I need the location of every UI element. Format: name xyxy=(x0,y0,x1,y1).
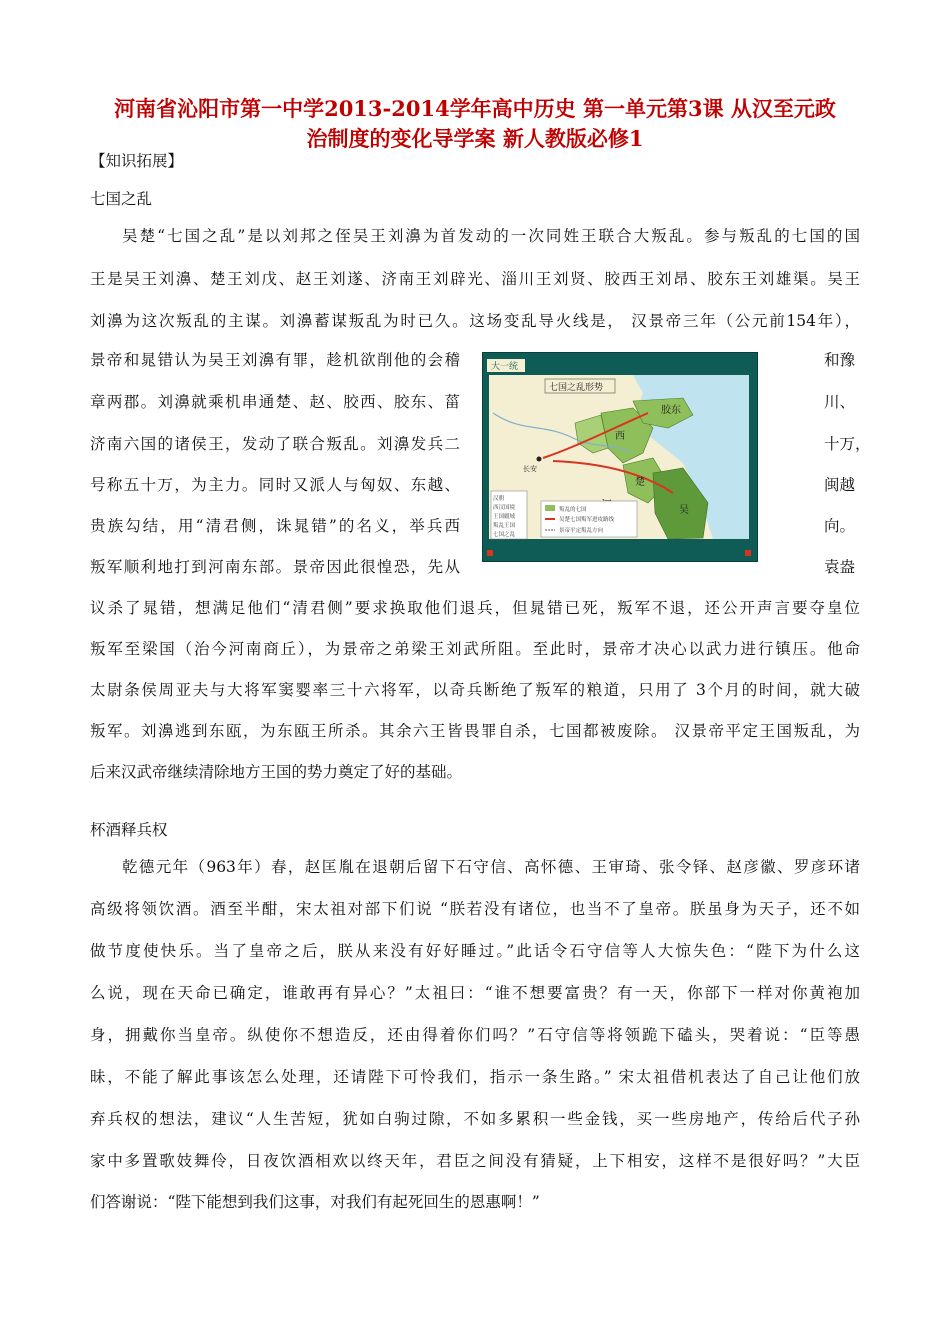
paragraph-line: 议杀了晁错，想满足他们“清君侧”要求换取他们退兵，但晁错已死，叛军不退，还公开声言要夺皇位 xyxy=(90,599,860,617)
paragraph-line: 弃兵权的想法，建议“人生苦短，犹如白驹过隙，不如多累积一些金钱，买一些房地产，传给后代子孙 xyxy=(90,1110,860,1128)
paragraph-line: 乾德元年（963年）春，赵匡胤在退朝后留下石守信、高怀德、王审琦、张令铎、赵彦徽、罗彦环诸 xyxy=(122,858,860,876)
svg-text:汉朝: 汉朝 xyxy=(493,496,505,502)
paragraph-line: 高级将领饮酒。酒至半酣，宋太祖对部下们说 “朕若没有诸位，也当不了皇帝。朕虽身为天子，还不如 xyxy=(90,900,860,918)
paragraph-line: 叛军。刘濞逃到东瓯，为东瓯王所杀。其余六王皆畏罪自杀，七国都被废除。 汉景帝平定王国叛乱，为 xyxy=(90,722,860,740)
svg-text:王国疆域: 王国疆域 xyxy=(493,514,516,520)
map-city-label: 长安 xyxy=(523,465,537,473)
heading-seven-states: 七国之乱 xyxy=(90,190,153,208)
paragraph-line: 号称五十万，为主力。同时又派人与匈奴、东越、 xyxy=(90,476,460,494)
paragraph-line: 叛军至梁国（治今河南商丘），为景帝之弟梁王刘武所阻。至此时，景帝才决心以武力进行镇压。他命 xyxy=(90,640,860,658)
document-title xyxy=(60,94,890,154)
paragraph-fragment: 和豫 xyxy=(824,351,856,369)
paragraph-line: 景帝和晁错认为吴王刘濞有罪，趁机欲削他的会稽 xyxy=(90,351,460,369)
map-corner-label: 大一统 xyxy=(491,362,519,372)
paragraph-line: 贵族勾结，用“清君侧，诛晁错”的名义，举兵西 xyxy=(90,517,460,535)
paragraph-fragment: 十万， xyxy=(824,435,871,453)
paragraph-line: 昧，不能了解此事该怎么处理，还请陛下可怜我们，指示一条生路。” 宋太祖借机表达了自己让他们放 xyxy=(90,1068,860,1086)
svg-text:景帝平定叛乱方向: 景帝平定叛乱方向 xyxy=(559,528,604,534)
title-line-2: 治制度的变化导学案 新人教版必修1 xyxy=(306,126,644,151)
map-inset-title: 七国之乱形势 xyxy=(549,383,604,393)
paragraph-line: 家中多置歌妓舞伶，日夜饮酒相欢以终天年，君臣之间没有猜疑，上下相安，这样不是很好吗？”大臣 xyxy=(90,1152,860,1170)
map-label: 楚 xyxy=(635,477,645,488)
paragraph-line: 章两郡。刘濞就乘机串通楚、赵、胶西、胶东、菑 xyxy=(90,393,460,411)
svg-text:吴楚七国叛军进攻路线: 吴楚七国叛军进攻路线 xyxy=(559,517,615,523)
paragraph-line: 济南六国的诸侯王，发动了联合叛乱。刘濞发兵二 xyxy=(90,435,460,453)
map-label: 吴 xyxy=(679,505,689,516)
paragraph-line: 们答谢说：“陛下能想到我们这事，对我们有起死回生的恩惠啊！” xyxy=(90,1193,540,1211)
svg-text:叛乱王国: 叛乱王国 xyxy=(493,523,516,529)
seven-states-rebellion-map xyxy=(482,352,758,562)
paragraph-line: 吴楚“七国之乱”是以刘邦之侄吴王刘濞为首发动的一次同姓王联合大叛乱。参与叛乱的七国的国 xyxy=(122,227,860,245)
title-line-1: 河南省沁阳市第一中学2013-2014学年高中历史 第一单元第3课 从汉至元政 xyxy=(114,96,836,121)
paragraph-line: 么说，现在天命已确定，谁敢再有异心？”太祖曰：“谁不想要富贵？有一天，你部下一样对你黄袍加 xyxy=(90,984,860,1002)
section-tag: 【知识拓展】 xyxy=(90,152,184,170)
paragraph-line: 后来汉武帝继续清除地方王国的势力奠定了好的基础。 xyxy=(90,763,463,781)
paragraph-fragment: 川、 xyxy=(824,393,856,411)
paragraph-line: 刘濞为这次叛乱的主谋。刘濞蓄谋叛乱为时已久。这场变乱导火线是， 汉景帝三年（公元前154年）， xyxy=(90,312,860,330)
paragraph-line: 叛军顺利地打到河南东部。景帝因此很惶恐，先从 xyxy=(90,558,460,576)
paragraph-line: 太尉条侯周亚夫与大将军窦婴率三十六将军，以奇兵断绝了叛军的粮道，只用了 3个月的时间，就大破 xyxy=(90,681,860,699)
paragraph-fragment: 向。 xyxy=(824,517,856,535)
paragraph-line: 做节度使快乐。当了皇帝之后，朕从来没有好好睡过。”此话令石守信等人大惊失色：“陛下为什么这 xyxy=(90,942,860,960)
svg-text:叛乱的七国: 叛乱的七国 xyxy=(559,507,587,513)
svg-text:七国之乱: 七国之乱 xyxy=(493,532,516,538)
paragraph-line: 身，拥戴你当皇帝。纵使你不想造反，还由得着你们吗？”石守信等将领跪下磕头，哭着说：“臣等愚 xyxy=(90,1026,860,1044)
map-label: 西 xyxy=(615,431,625,442)
heading-cup-of-wine: 杯酒释兵权 xyxy=(90,821,168,839)
paragraph-fragment: 袁盎 xyxy=(824,558,856,576)
svg-text:西汉国境: 西汉国境 xyxy=(493,505,516,511)
paragraph-line: 王是吴王刘濞、楚王刘戊、赵王刘遂、济南王刘辟光、淄川王刘贤、胶西王刘昂、胶东王刘雄渠。吴王 xyxy=(90,270,860,288)
map-label: 胶东 xyxy=(661,405,681,416)
paragraph-fragment: 闽越 xyxy=(824,476,856,494)
